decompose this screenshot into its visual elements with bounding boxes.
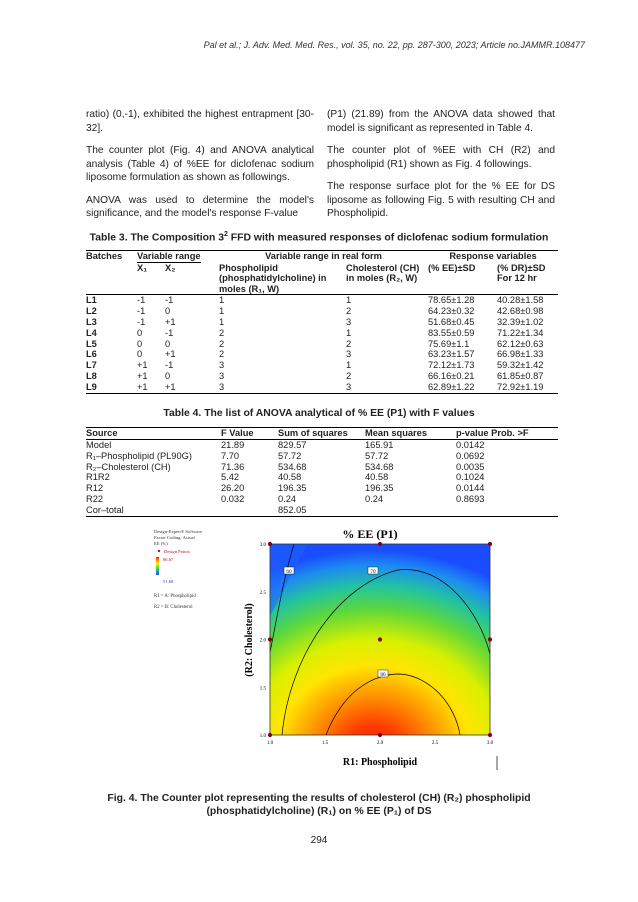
legend-r1: R1 = A: Phospholipid: [154, 594, 196, 599]
header-ee: (% EE)±SD: [428, 262, 476, 273]
column-header: p-value Prob. >F: [456, 428, 558, 440]
table3-caption: Table 3. The Composition $3^2$ FFD with measured responses of diclofenac sodium formulation: [89, 231, 549, 244]
x-tick-label: 3.0: [486, 741, 494, 746]
table4-caption: Table 4. The list of ANOVA analytical of % EE (P1) with F values: [163, 408, 475, 419]
table-cell: 64.23±0.32: [428, 305, 475, 316]
table-cell: 71.22±1.34: [497, 327, 544, 338]
table-cell: 63.23±1.57: [428, 349, 475, 360]
table-cell: 196.35: [365, 483, 394, 494]
table-cell: 2: [346, 338, 352, 349]
table-cell: 72.12±1.73: [428, 360, 475, 371]
table-3: [86, 250, 558, 394]
table-cell: 3: [219, 382, 346, 393]
header-response: Response variables: [428, 251, 558, 263]
header-x1: X₁: [137, 262, 148, 273]
header-cholesterol: Cholesterol (CH) in moles (R₂, W): [346, 262, 420, 283]
header-x2: X₂: [165, 262, 176, 273]
table-cell: -1: [165, 327, 174, 338]
header-real-form: Variable range in real form: [219, 251, 428, 263]
paragraph: The counter plot of %EE with CH (R2) and phospholipid (R1) shown as Fig. 4 followings.: [327, 145, 555, 170]
y-tick-label: 2.5: [259, 590, 266, 596]
table-cell: -1: [137, 316, 146, 327]
table-cell: 0.1024: [456, 472, 485, 483]
design-point-legend-icon: [158, 550, 160, 552]
table-cell: [456, 505, 558, 516]
figure-caption: Fig. 4. The Counter plot representing the results of cholesterol (CH) (R₂) phospholipid (phosphatidylcholine) (R₁) on % EE (P₁) of DS: [107, 793, 531, 817]
table-cell: 852.05: [278, 505, 365, 516]
table-cell: 51.68±0.45: [428, 316, 475, 327]
table-cell: 1: [219, 305, 225, 316]
table-row: [86, 483, 558, 494]
table-cell: 3: [346, 382, 428, 393]
design-point: [268, 637, 272, 641]
design-point: [268, 733, 272, 737]
column-header: Sum of squares: [278, 428, 365, 440]
legend-points: Design Points: [164, 549, 190, 554]
table-cell: 42.68±0.98: [497, 305, 544, 316]
design-point: [378, 637, 382, 641]
table-cell: L2: [86, 305, 97, 316]
table-row: [86, 339, 558, 350]
left-column: [86, 108, 314, 230]
table-row: [86, 295, 558, 306]
table-cell: 0: [137, 327, 143, 338]
design-point: [378, 733, 382, 737]
page-number: 294: [310, 835, 328, 846]
table-cell: L4: [86, 327, 97, 338]
table-cell: 534.68: [365, 461, 394, 472]
table-cell: +1: [137, 360, 148, 371]
table-cell: 534.68: [278, 461, 307, 472]
table-row: [86, 382, 558, 393]
table-cell: 0.0144: [456, 483, 485, 494]
table-cell: 2: [219, 327, 225, 338]
table-row: [86, 494, 558, 505]
contour-figure: [148, 520, 510, 784]
paragraph: The counter plot (Fig. 4) and ANOVA analytical analysis (Table 4) of %EE for diclofenac sodium liposome formulation as shown as followings.: [86, 145, 314, 183]
header-batches: Batches: [86, 251, 137, 263]
table-cell: L5: [86, 338, 97, 349]
table-cell: 61.85±0.87: [497, 371, 544, 382]
table-cell: R1R2: [86, 472, 110, 483]
table-cell: 1: [346, 360, 352, 371]
table-cell: 2: [346, 305, 352, 316]
table-cell: L8: [86, 371, 97, 382]
table-cell: 0.24: [278, 493, 297, 504]
header-dr: (% DR)±SD For 12 hr: [497, 262, 546, 283]
design-point: [268, 542, 272, 546]
table-cell: 40.58: [365, 472, 389, 483]
table-cell: 72.92±1.19: [497, 382, 558, 393]
table-cell: 829.57: [278, 440, 307, 450]
header-variable-range: Variable range: [137, 251, 219, 263]
table-cell: R₁–Phospholipid (PL90G): [86, 450, 192, 461]
table-row: [86, 360, 558, 371]
legend-low: 51.68: [163, 579, 174, 584]
table-cell: 1: [346, 327, 352, 338]
table-cell: L7: [86, 360, 97, 371]
table-cell: 40.58: [278, 472, 302, 483]
table-cell: 57.72: [278, 450, 302, 461]
right-column: [327, 108, 555, 230]
table-cell: -1: [137, 295, 146, 305]
y-tick-label: 1.0: [259, 734, 266, 739]
table-cell: 0.032: [221, 493, 245, 504]
table-cell: 3: [219, 360, 225, 371]
table-row: [86, 451, 558, 462]
table-cell: 26.20: [221, 483, 245, 494]
table-cell: 62.89±1.22: [428, 382, 497, 393]
table-row: [86, 349, 558, 360]
x-tick-label: 2.0: [376, 741, 384, 746]
table-row: [86, 371, 558, 382]
table-cell: 0: [165, 338, 171, 349]
paragraph: ratio) (0,-1), exhibited the highest entrapment [30-32].: [86, 109, 314, 134]
table-cell: [221, 505, 278, 516]
table-cell: 32.39±1.02: [497, 316, 544, 327]
column-header: Source: [86, 428, 221, 440]
table-cell: 21.89: [221, 440, 245, 450]
design-point: [378, 542, 382, 546]
paragraph: The response surface plot for the % EE for DS liposome as following Fig. 5 with resulting CH and Phospholipid.: [327, 181, 555, 219]
table-cell: 0: [137, 349, 143, 360]
table-cell: 5.42: [221, 472, 240, 483]
table-cell: -1: [165, 295, 174, 305]
header-phospholipid: Phospholipid (phosphatidylcholine) in moles (R₁, W): [219, 262, 327, 294]
y-tick-label: 2.0: [259, 638, 266, 644]
table-cell: 2: [219, 338, 225, 349]
table-cell: 75.69±1.1: [428, 338, 470, 349]
table-cell: 0.0142: [456, 440, 485, 450]
table-cell: 57.72: [365, 450, 389, 461]
table-cell: L1: [86, 295, 97, 305]
table-cell: R22: [86, 493, 104, 504]
table-row: [86, 505, 558, 516]
table-cell: R12: [86, 483, 104, 494]
contour-label: 80: [380, 672, 386, 678]
table-cell: Model: [86, 440, 112, 450]
table-cell: 0: [165, 305, 171, 316]
table-cell: 1: [219, 295, 225, 305]
table-cell: 62.12±0.63: [497, 338, 544, 349]
design-point: [488, 733, 492, 737]
table-row: [86, 306, 558, 317]
x-tick-label: 2.5: [431, 741, 439, 746]
column-header: F Value: [221, 428, 278, 440]
table-cell: 83.55±0.59: [428, 327, 475, 338]
table-4: [86, 427, 558, 517]
table-cell: 1: [219, 316, 225, 327]
table-cell: 0.8693: [456, 493, 485, 504]
table-cell: L9: [86, 382, 137, 393]
legend-coding: Factor Coding: Actual: [154, 535, 195, 540]
legend-high: 86.67: [163, 557, 174, 562]
chart-title: % EE (P1): [342, 527, 398, 541]
table-cell: L3: [86, 316, 97, 327]
table-cell: 66.16±0.21: [428, 371, 475, 382]
table-cell: +1: [137, 382, 165, 393]
table-row: [86, 328, 558, 339]
x-tick-label: 1.0: [266, 741, 274, 746]
y-tick-label: 3.0: [259, 543, 266, 548]
table-cell: 196.35: [278, 483, 307, 494]
table-row: [86, 472, 558, 483]
legend-color-bar: [156, 557, 159, 575]
y-tick-label: 1.5: [259, 686, 266, 692]
table-cell: 165.91: [365, 440, 394, 450]
table-cell: +1: [137, 371, 148, 382]
table-cell: R₂–Cholesterol (CH): [86, 461, 171, 472]
contour-label: 60: [286, 569, 292, 575]
table-cell: 40.28±1.58: [497, 295, 544, 305]
table-row: [86, 440, 558, 451]
running-header: Pal et al.; J. Adv. Med. Med. Res., vol. 35, no. 22, pp. 287-300, 2023; Article no.JAMMR.108477: [203, 40, 585, 50]
table-cell: 0: [137, 338, 143, 349]
table-cell: 71.36: [221, 461, 245, 472]
legend-software: Design-Expert® Software: [154, 529, 203, 534]
paragraph: ANOVA was used to determine the model's significance, and the model's response F-value: [86, 194, 314, 219]
table-cell: 7.70: [221, 450, 240, 461]
paragraph: (P1) (21.89) from the ANOVA data showed that model is significant as represented in Table 4.: [327, 109, 555, 134]
table-row: [86, 462, 558, 473]
table-cell: 2: [219, 349, 225, 360]
contour-label: 70: [370, 569, 376, 575]
legend-r2: R2 = B: Cholesterol: [154, 605, 193, 610]
table-cell: +1: [165, 382, 219, 393]
table-cell: L6: [86, 349, 97, 360]
table-cell: 1: [346, 295, 352, 305]
table-cell: 3: [219, 371, 225, 382]
table-cell: 0.24: [365, 493, 384, 504]
table-cell: 59.32±1.42: [497, 360, 544, 371]
table-cell: 66.98±1.33: [497, 349, 544, 360]
table-cell: 0.0692: [456, 450, 485, 461]
table-cell: 2: [346, 371, 352, 382]
table-cell: 0.0035: [456, 461, 485, 472]
table-cell: 0: [165, 371, 171, 382]
table-cell: Cor–total: [86, 505, 221, 516]
table-cell: 3: [346, 316, 352, 327]
y-axis-label: (R2: Cholesterol): [244, 603, 255, 677]
table-cell: +1: [165, 349, 176, 360]
table-row: [86, 317, 558, 328]
table-cell: 3: [346, 349, 352, 360]
design-point: [488, 542, 492, 546]
legend-response: EE (%): [154, 541, 168, 546]
table-cell: 78.65±1.28: [428, 295, 475, 305]
table-cell: -1: [137, 305, 146, 316]
table-cell: -1: [165, 360, 174, 371]
x-axis-label: R1: Phospholipid: [342, 757, 418, 768]
x-tick-label: 1.5: [321, 741, 329, 746]
column-header: Mean squares: [365, 428, 456, 440]
table-cell: +1: [165, 316, 176, 327]
design-point: [488, 637, 492, 641]
table-cell: [365, 505, 456, 516]
